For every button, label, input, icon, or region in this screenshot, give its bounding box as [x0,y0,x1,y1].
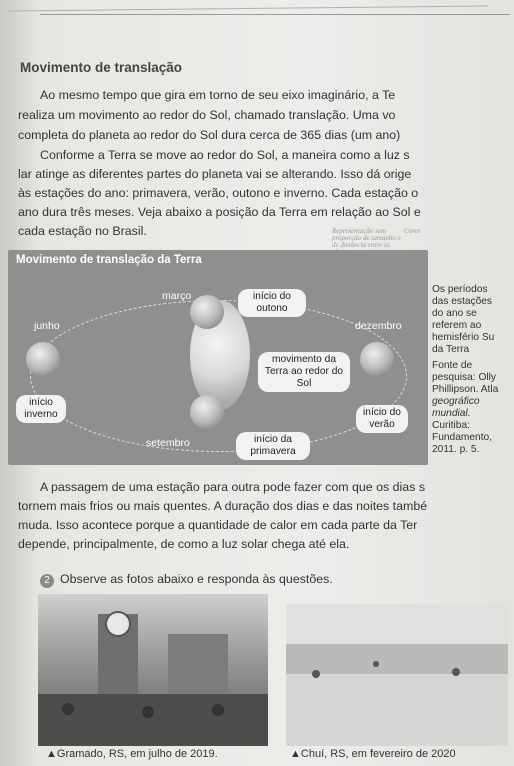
source-line-2: pesquisa: Olly [432,372,496,383]
paragraph-line-8: cada estação no Brasil. [18,224,147,238]
caption-photo2: ▲Chuí, RS, em fevereiro de 2020 [290,748,456,760]
month-march: março [162,290,192,302]
after-line-2: tornem mais frios ou mais quentes. A duração dos dias e das noites també [18,499,428,513]
after-line-3: muda. Isso acontece porque a quantidade de calor em cada parte da Ter [18,518,418,532]
source-line-3: Phillipson. Atla [432,384,499,395]
month-june: junho [34,320,60,332]
side-line-6: da Terra [432,344,470,355]
source-line-6: Curitiba: [432,420,470,431]
paragraph-line-3: completa do planeta ao redor do Sol dura cerca de 365 dias (um ano) [18,128,401,142]
season-winter: início inverno [16,395,66,423]
scale-note: Representação sem proporção de tamanho e de distância entre os [332,227,401,249]
earth-march [190,295,224,329]
photo-gramado [38,594,268,746]
paragraph-line-5: lar atinge as diferentes partes do planeta vai se alterando. Isso dá orige [18,167,412,181]
center-label: movimento da Terra ao redor do Sol [258,352,350,392]
source-line-5: mundial. [432,408,471,419]
after-line-1: A passagem de uma estação para outra pode fazer com que os dias s [40,480,426,494]
paragraph-line-2: realiza um movimento ao redor do Sol, chamado translação. Uma vo [18,108,396,122]
earth-june [26,342,60,376]
photo-chui-scene [286,604,508,746]
source-line-1: Fonte de [432,360,473,371]
season-autumn: início do outono [238,289,306,317]
side-line-4: referem ao [432,320,482,331]
diagram-title: Movimento de translação da Terra [16,254,202,266]
header-rule [40,14,510,15]
paragraph-line-6: às estações do ano: primavera, verão, outono e inverno. Cada estação o [18,186,419,200]
earth-december [360,342,394,376]
photo-chui [286,604,508,746]
side-line-1: Os períodos [432,284,488,295]
after-line-4: depende, principalmente, de como a luz solar chega até ela. [18,537,350,551]
colors-note: Cores [404,227,421,235]
source-line-7: Fundamento, [432,432,493,443]
paragraph-line-1: Ao mesmo tempo que gira em torno de seu eixo imaginário, a Te [40,88,396,102]
side-line-3: do ano se [432,308,477,319]
month-december: dezembro [355,320,402,332]
source-line-8: 2011. p. 5. [432,444,480,455]
earth-september [190,395,224,429]
section-title: Movimento de translação [20,60,183,75]
season-summer: início do verão [356,405,408,433]
source-line-4: geográfico [432,396,480,407]
photo-gramado-scene [38,594,268,746]
season-spring: início da primavera [236,432,310,460]
side-line-2: das estações [432,296,493,307]
question-text: Observe as fotos abaixo e responda às questões. [60,572,333,586]
month-september: setembro [146,437,190,449]
page-edge-line [8,5,488,11]
paragraph-line-7: ano dura três meses. Veja abaixo a posição da Terra em relação ao Sol e [18,205,421,219]
question-number: 2 [40,574,54,588]
paragraph-line-4: Conforme a Terra se move ao redor do Sol, a maneira como a luz s [40,148,410,162]
side-line-5: hemisfério Su [432,332,495,343]
question-2 [40,572,333,588]
caption-photo1: ▲Gramado, RS, em julho de 2019. [46,748,218,760]
